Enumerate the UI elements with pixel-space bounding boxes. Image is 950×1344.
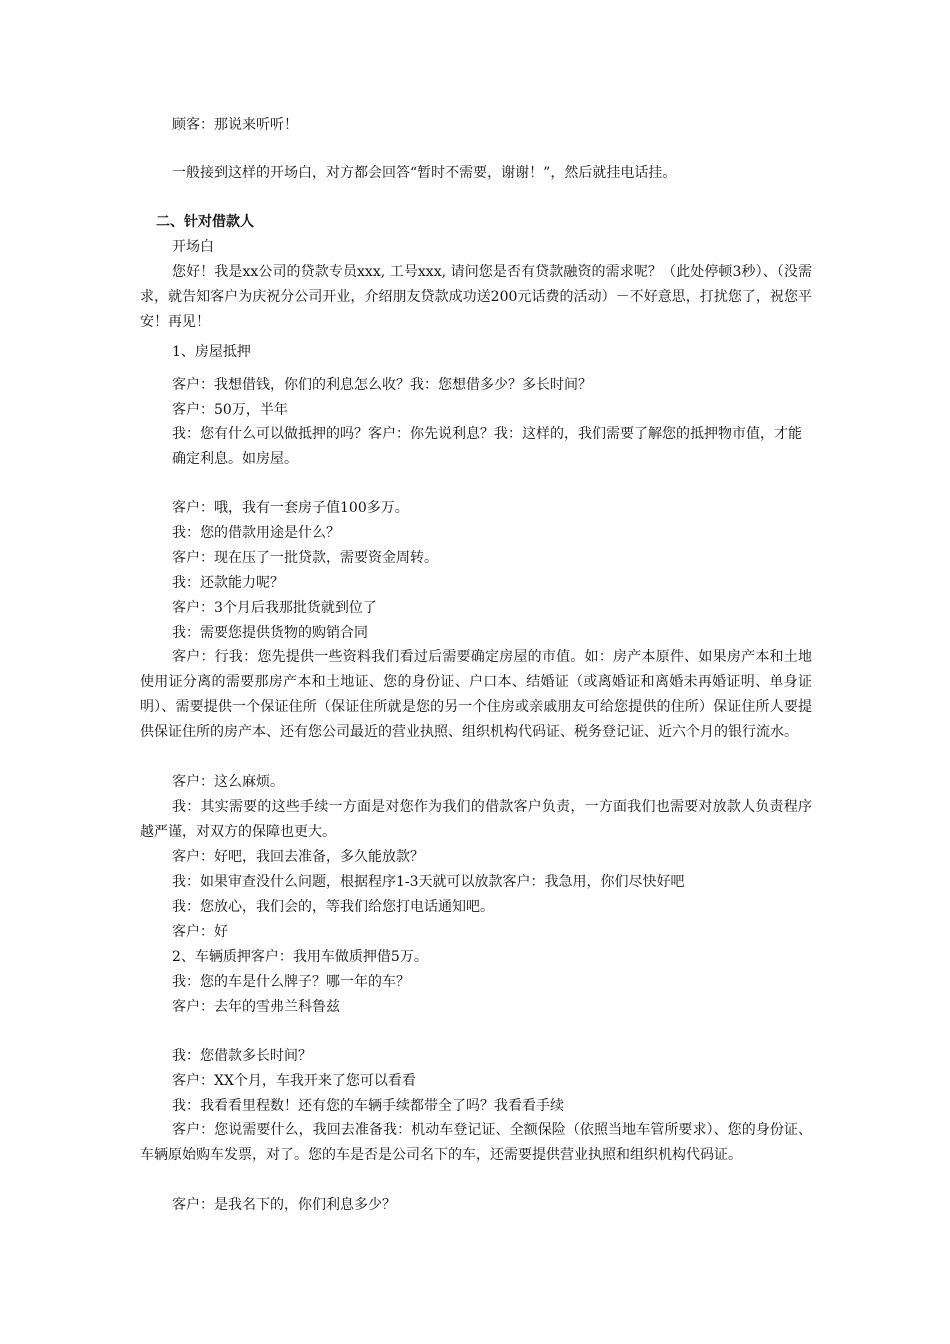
dialogue-line: 客户：XX个月，车我开来了您可以看看: [172, 1073, 416, 1089]
dialogue-line: 我：还款能力呢？: [172, 575, 284, 591]
dialogue-line: 我：我看看里程数！还有您的车辆手续都带全了吗？我看看手续: [172, 1098, 564, 1114]
dialogue-line: 我：您的车是什么牌子？哪一年的车？: [172, 974, 410, 990]
dialogue-line: 客户：这么麻烦。: [172, 774, 284, 790]
dialogue-line: 我：您放心，我们会的，等我们给您打电话通知吧。: [172, 899, 494, 915]
dialogue-line: 客户：我想借钱，你们的利息怎么收？我：您想借多少？多长时间？: [172, 377, 592, 393]
dialogue-line: 客户：哦，我有一套房子值100多万。: [172, 500, 409, 516]
dialogue-line: 客户：是我名下的，你们利息多少？: [172, 1197, 396, 1213]
dialogue-line: 客户：好: [172, 924, 228, 940]
text-line: 顾客：那说来听听！: [172, 117, 298, 133]
dialogue-line: 我：如果审查没什么问题，根据程序1-3天就可以放款客户：我急用，你们尽快好吧: [172, 874, 685, 890]
explanation-paragraph: 我：其实需要的这些手续一方面是对您作为我们的借款客户负责，一方面我们也需要对放款人负责程序越严谨，对双方的保障也更大。: [140, 799, 812, 840]
documents-paragraph: 客户：行我：您先提供一些资料我们看过后需要确定房屋的市值。如：房产本原件、如果房产本和土地使用证分离的需要那房产本和土地证、您的身份证、户口本、结婚证（或离婚证和离婚未再婚证明、单身证明）、需要提供一个保证住所（保证住所就是您的另一个住房或亲戚朋友可给您提供的住所）保证住所人要提供保证住所的房产本、还有您公司最近的营业执照、组织机构代码证、税务登记证、近六个月的银行流水。: [140, 649, 812, 740]
dialogue-line: 客户：好吧，我回去准备，多久能放款？: [172, 849, 424, 865]
section-heading: 二、针对借款人: [156, 214, 254, 230]
dialogue-line: 我：需要您提供货物的购销合同: [172, 625, 368, 641]
dialogue-line: 我：您借款多长时间？: [172, 1048, 312, 1064]
opening-label: 开场白: [172, 239, 214, 255]
subsection-heading: 2、车辆质押客户：我用车做质押借5万。: [172, 949, 428, 965]
opening-paragraph: 您好！我是xx公司的贷款专员xxx, 工号xxx, 请问您是否有贷款融资的需求呢？（此处停顿3秒）、（没需求，就告知客户为庆祝分公司开业，介绍朋友贷款成功送200元话费的活动）－不好意思，打扰您了，祝您平安！再见！: [140, 264, 812, 330]
dialogue-line: 我：您的借款用途是什么？: [172, 525, 340, 541]
subsection-heading: 1、房屋抵押: [172, 344, 251, 360]
dialogue-line: 客户：50万，半年: [172, 402, 288, 418]
dialogue-line: 客户：3个月后我那批货就到位了: [172, 600, 377, 616]
dialogue-line: 客户：去年的雪弗兰科鲁兹: [172, 999, 340, 1015]
dialogue-line: 我：您有什么可以做抵押的吗？客户：你先说利息？我：这样的，我们需要了解您的抵押物市值，才能确定利息。如房屋。: [172, 426, 802, 467]
car-documents-paragraph: 客户：您说需要什么，我回去准备我：机动车登记证、全额保险（依照当地车管所要求）、您的身份证、车辆原始购车发票，对了。您的车是否是公司名下的车，还需要提供营业执照和组织机构代码证。: [140, 1122, 812, 1163]
dialogue-line: 客户：现在压了一批贷款，需要资金周转。: [172, 550, 438, 566]
text-line: 一般接到这样的开场白，对方都会回答“暂时不需要，谢谢！”，然后就挂电话挂。: [172, 165, 677, 181]
